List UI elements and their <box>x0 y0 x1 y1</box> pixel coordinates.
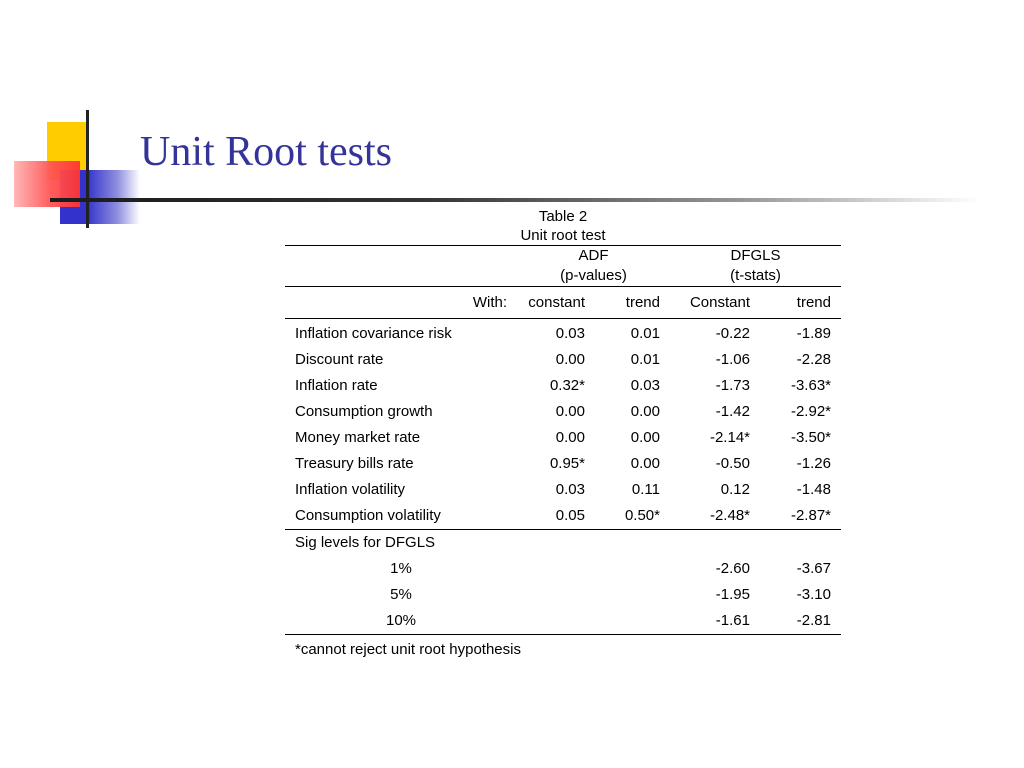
table-cell: 0.50* <box>624 507 660 524</box>
table-cell: 0.03 <box>630 377 660 394</box>
sig-levels-body <box>285 530 841 634</box>
table-cell: 0.03 <box>555 325 585 342</box>
group-header-adf <box>517 246 670 286</box>
group-header-row <box>285 246 841 286</box>
row-label: Money market rate <box>295 429 421 446</box>
table-cell: -1.42 <box>715 403 750 420</box>
page-title: Unit Root tests <box>140 129 393 175</box>
table-cell: 0.95* <box>549 455 585 472</box>
column-header-row <box>285 287 841 315</box>
table-cell: 0.00 <box>630 455 660 472</box>
table-caption <box>285 207 841 245</box>
vertical-accent-line <box>86 110 89 228</box>
column-header: trend <box>625 294 660 311</box>
table-title: Unit root test <box>520 227 606 244</box>
table-cell: -1.95 <box>715 586 750 603</box>
with-label: With: <box>472 294 507 311</box>
table-cell: 0.11 <box>631 481 660 498</box>
table-cell: 0.00 <box>555 351 585 368</box>
table-cell: 0.01 <box>630 351 660 368</box>
column-header: constant <box>528 294 585 311</box>
table-cell: 0.00 <box>630 429 660 446</box>
decorative-corner-squares <box>0 0 240 240</box>
row-label: Discount rate <box>295 351 384 368</box>
table-cell: -3.63* <box>790 377 831 394</box>
row-label: Inflation volatility <box>295 481 406 498</box>
table-cell: -2.87* <box>790 507 831 524</box>
table-cell: 0.32* <box>549 377 585 394</box>
group-header-dfgls <box>670 246 841 286</box>
group-name: ADF <box>578 247 609 264</box>
table-cell: -1.61 <box>715 612 750 629</box>
row-label: Inflation covariance risk <box>295 325 452 342</box>
table-cell: 0.00 <box>555 429 585 446</box>
group-subtitle: (t-stats) <box>730 267 781 284</box>
table-cell: -2.92* <box>790 403 831 420</box>
table-cell: -1.89 <box>796 325 831 342</box>
table-number: Table 2 <box>538 208 588 225</box>
row-label: Treasury bills rate <box>295 455 414 472</box>
table-cell: -0.50 <box>715 455 750 472</box>
column-header: Constant <box>689 294 750 311</box>
table-cell: -2.60 <box>715 560 750 577</box>
sig-level-label: 10% <box>385 612 417 629</box>
table-cell: -1.73 <box>715 377 750 394</box>
table-cell: 0.01 <box>630 325 660 342</box>
table-cell: -3.50* <box>790 429 831 446</box>
variables-body <box>285 319 841 529</box>
table-cell: -1.48 <box>796 481 831 498</box>
table-cell: 0.00 <box>555 403 585 420</box>
sig-levels-title: Sig levels for DFGLS <box>295 534 436 551</box>
sig-level-label: 5% <box>390 586 412 603</box>
column-header: trend <box>796 294 831 311</box>
blue-gradient-square <box>90 170 140 224</box>
unit-root-table <box>285 207 841 663</box>
table-footnote: *cannot reject unit root hypothesis <box>295 641 521 658</box>
table-cell: -0.22 <box>715 325 750 342</box>
table-cell: -1.06 <box>715 351 750 368</box>
table-cell: 0.00 <box>630 403 660 420</box>
row-label: Consumption volatility <box>295 507 441 524</box>
group-name: DFGLS <box>730 247 781 264</box>
row-label: Inflation rate <box>295 377 378 394</box>
table-cell: -3.10 <box>796 586 831 603</box>
row-label: Consumption growth <box>295 403 433 420</box>
table-cell: -2.48* <box>709 507 750 524</box>
table-cell: -3.67 <box>796 560 831 577</box>
group-subtitle: (p-values) <box>560 267 627 284</box>
sig-level-label: 1% <box>390 560 412 577</box>
title-underline <box>50 198 980 202</box>
table-cell: 0.03 <box>555 481 585 498</box>
table-cell: -2.14* <box>709 429 750 446</box>
table-cell: -1.26 <box>796 455 831 472</box>
table-cell: 0.05 <box>555 507 585 524</box>
table-cell: 0.12 <box>720 481 750 498</box>
table-cell: -2.28 <box>796 351 831 368</box>
table-cell: -2.81 <box>796 612 831 629</box>
